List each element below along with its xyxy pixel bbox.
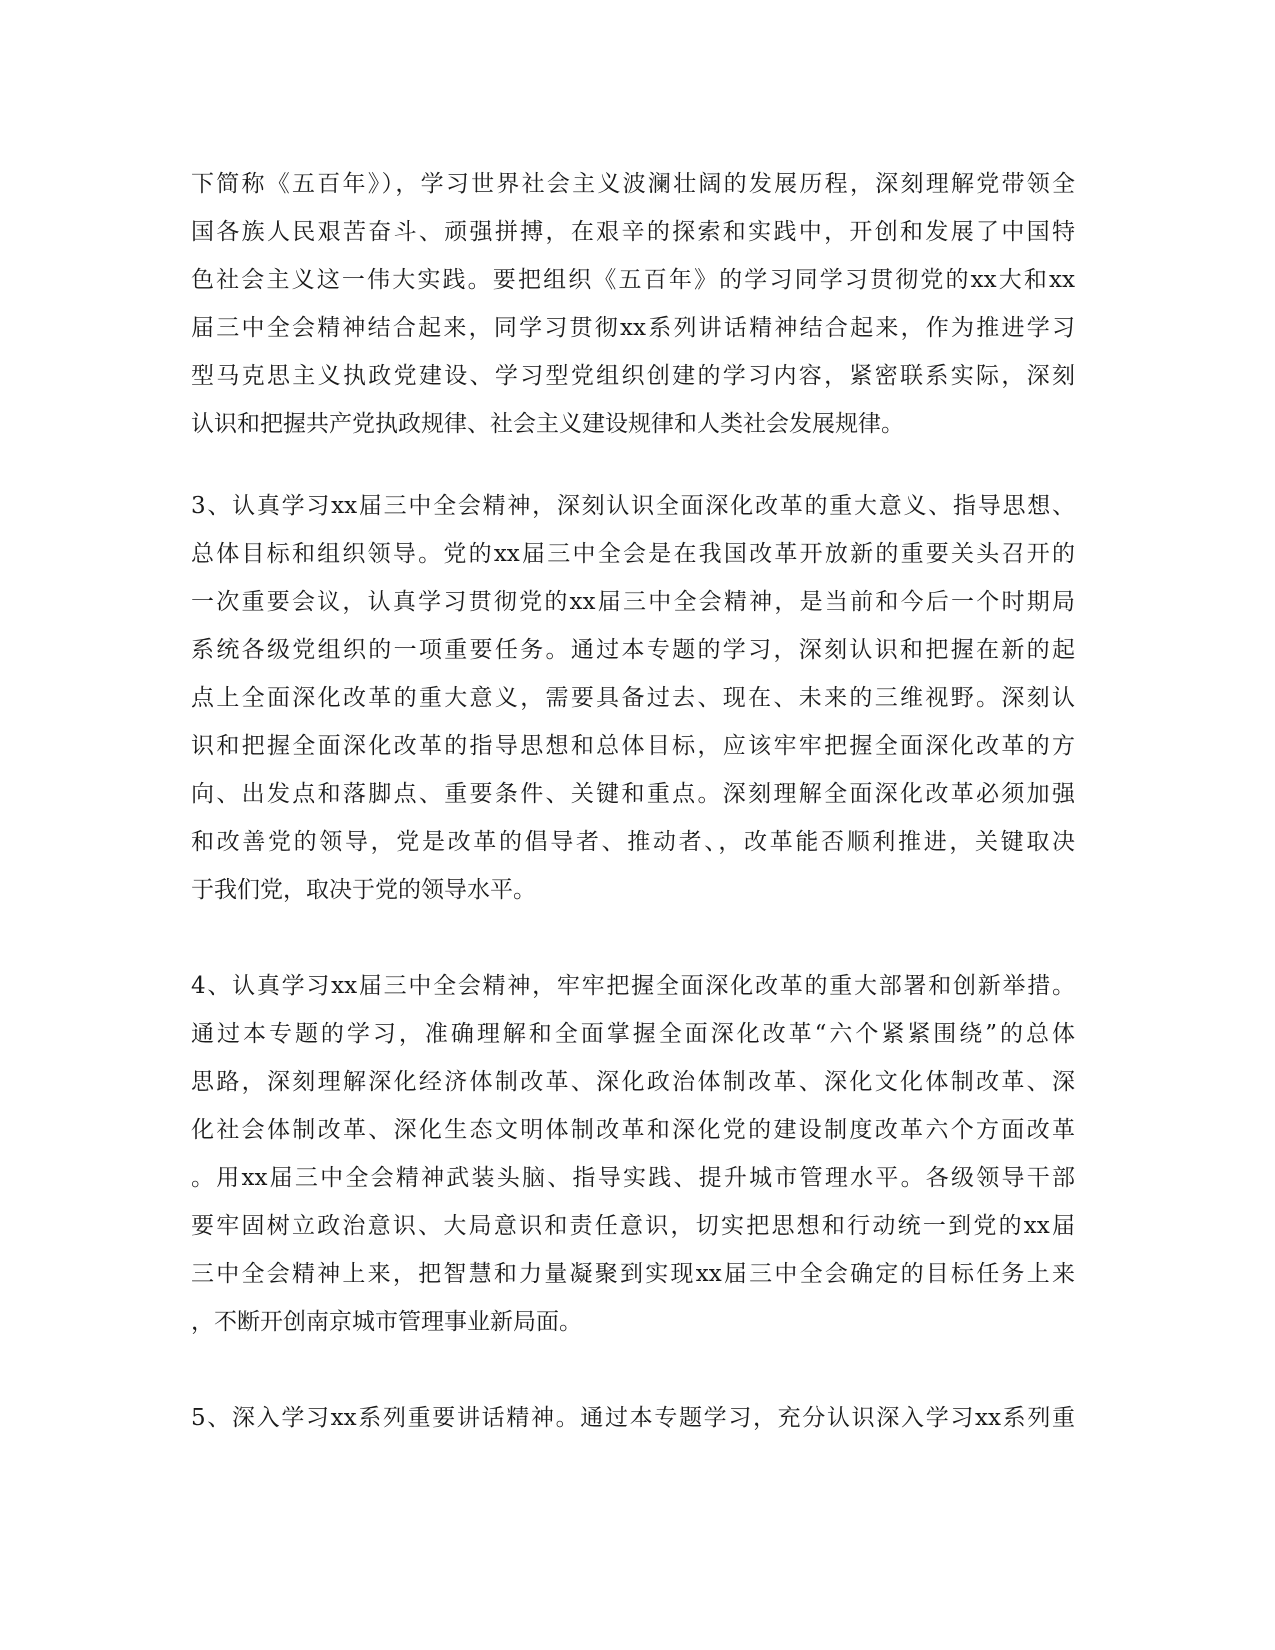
paragraph-continuation: [191, 160, 1091, 448]
text-line: 5、深入学习xx系列重要讲话精神。通过本专题学习，充分认识深入学习xx系列重: [191, 1405, 1075, 1431]
text-line: 系统各级党组织的一项重要任务。通过本专题的学习，深刻认识和把握在新的起: [191, 637, 1075, 663]
text-line: 点上全面深化改革的重大意义，需要具备过去、现在、未来的三维视野。深刻认: [191, 685, 1075, 711]
text-line: 一次重要会议，认真学习贯彻党的xx届三中全会精神，是当前和今后一个时期局: [191, 589, 1075, 615]
paragraph-item-3: [191, 482, 1091, 914]
text-line: 3、认真学习xx届三中全会精神，深刻认识全面深化改革的重大意义、指导思想、: [191, 493, 1075, 519]
text-line: 识和把握全面深化改革的指导思想和总体目标，应该牢牢把握全面深化改革的方: [191, 733, 1075, 759]
text-line: 下简称《五百年》），学习世界社会主义波澜壮阔的发展历程，深刻理解党带领全: [191, 171, 1075, 197]
text-line: 和改善党的领导，党是改革的倡导者、推动者、，改革能否顺利推进，关键取决: [191, 829, 1075, 855]
text-line: 认识和把握共产党执政规律、社会主义建设规律和人类社会发展规律。: [191, 411, 904, 437]
paragraph-item-4: [191, 962, 1091, 1346]
text-line: 通过本专题的学习，准确理解和全面掌握全面深化改革“六个紧紧围绕”的总体: [191, 1021, 1075, 1047]
text-line: ，不断开创南京城市管理事业新局面。: [191, 1309, 582, 1335]
paragraph-item-5: [191, 1394, 1091, 1442]
text-line: 国各族人民艰苦奋斗、顽强拼搏，在艰辛的探索和实践中，开创和发展了中国特: [191, 219, 1075, 245]
text-line: 型马克思主义执政党建设、学习型党组织创建的学习内容，紧密联系实际，深刻: [191, 363, 1075, 389]
text-line: 色社会主义这一伟大实践。要把组织《五百年》的学习同学习贯彻党的xx大和xx: [191, 267, 1075, 293]
text-line: 三中全会精神上来，把智慧和力量凝聚到实现xx届三中全会确定的目标任务上来: [191, 1261, 1075, 1287]
text-line: 化社会体制改革、深化生态文明体制改革和深化党的建设制度改革六个方面改革: [191, 1117, 1075, 1143]
text-line: 要牢固树立政治意识、大局意识和责任意识，切实把思想和行动统一到党的xx届: [191, 1213, 1075, 1239]
text-line: 4、认真学习xx届三中全会精神，牢牢把握全面深化改革的重大部署和创新举措。: [191, 973, 1075, 999]
text-line: 于我们党，取决于党的领导水平。: [191, 877, 536, 903]
text-line: 届三中全会精神结合起来，同学习贯彻xx系列讲话精神结合起来，作为推进学习: [191, 315, 1075, 341]
text-line: 向、出发点和落脚点、重要条件、关键和重点。深刻理解全面深化改革必须加强: [191, 781, 1075, 807]
text-line: 思路，深刻理解深化经济体制改革、深化政治体制改革、深化文化体制改革、深: [191, 1069, 1075, 1095]
text-line: 总体目标和组织领导。党的xx届三中全会是在我国改革开放新的重要关头召开的: [191, 541, 1075, 567]
text-line: 。用xx届三中全会精神武装头脑、指导实践、提升城市管理水平。各级领导干部: [191, 1165, 1075, 1191]
